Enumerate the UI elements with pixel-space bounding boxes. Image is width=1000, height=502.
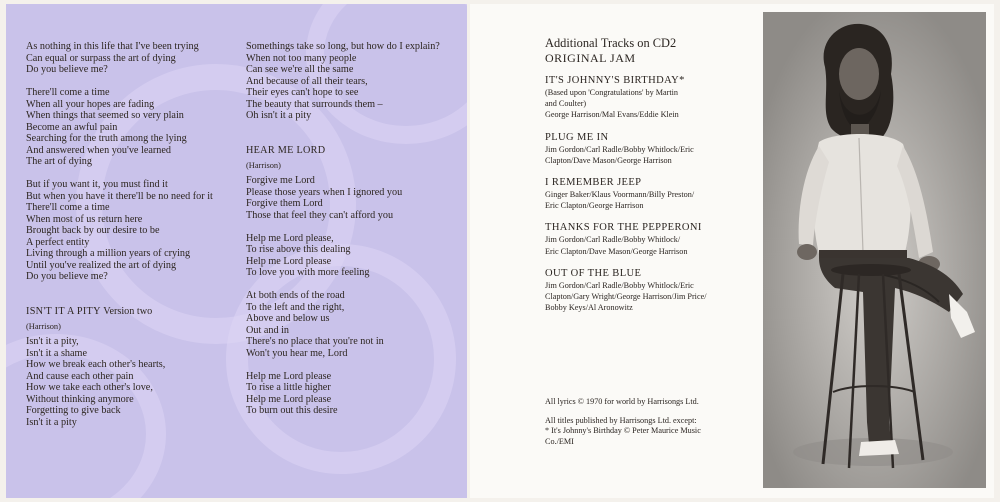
track-title: THANKS FOR THE PEPPERONI (545, 222, 702, 234)
track-personnel: George Harrison/Mal Evans/Eddie Klein (545, 110, 679, 120)
track-entry (545, 131, 755, 166)
lyric-line: Help me Lord please (246, 370, 332, 382)
lyric-line: To rise above this dealing (246, 244, 351, 255)
track-personnel: Clapton/Gary Wright/George Harrison/Jim Price/ (545, 292, 707, 302)
additional-tracks (545, 36, 755, 323)
lyric-line: How we break each other's hearts, (26, 359, 166, 370)
copyright-notes (545, 397, 745, 447)
lyric-line: Do you believe me? (26, 271, 108, 282)
lyrics-page (6, 4, 467, 498)
track-personnel: Jim Gordon/Carl Radle/Bobby Whitlock/Eric (545, 280, 694, 290)
track-title: OUT OF THE BLUE (545, 267, 642, 279)
song-credit: (Harrison) (246, 161, 281, 170)
track-title: IT'S JOHNNY'S BIRTHDAY* (545, 75, 685, 86)
song-title-text: ISN'T IT A PITY (26, 305, 101, 317)
stanza-gap (26, 168, 246, 180)
lyric-line: There'll come a time (26, 202, 110, 213)
track-personnel: Bobby Keys/Al Aronowitz (545, 303, 633, 313)
tracks-heading: Additional Tracks on CD2 (545, 36, 677, 50)
lyric-line: There's no place that you're not in (246, 336, 384, 347)
lyric-line: Without thinking anymore (26, 393, 134, 405)
lyric-line: To love you with more feeling (246, 267, 370, 278)
track-personnel: and Coulter) (545, 99, 587, 109)
isnt-it-a-pity-lyrics (26, 336, 246, 428)
lyric-line: Isn't it a pity, (26, 336, 79, 347)
lyric-line: To rise a little higher (246, 382, 331, 393)
lyric-line: Until you've realized the art of dying (26, 259, 177, 271)
track-list (545, 74, 755, 313)
lyric-line: Oh isn't it a pity (246, 110, 312, 121)
stanza-gap (246, 359, 461, 371)
lyric-line: When things that seemed so very plain (26, 110, 184, 121)
publishing-line: All titles published by Harrisongs Ltd. except: (545, 416, 697, 426)
lyrics-copyright: All lyrics © 1970 for world by Harrisongs Ltd. (545, 397, 699, 406)
lyric-line: And cause each other pain (26, 370, 134, 382)
stanza-gap (246, 221, 461, 233)
stanza-gap (26, 76, 246, 88)
lyrics-column-left (26, 41, 246, 428)
lyric-line: How we take each other's love, (26, 382, 153, 393)
publishing-line: Co./EMI (545, 436, 574, 446)
lyric-line: A perfect entity (26, 236, 90, 248)
lyrics-column-right (246, 41, 461, 417)
lyric-line: Isn't it a shame (26, 347, 87, 359)
track-entry (545, 221, 755, 256)
lyric-line: To the left and the right, (246, 301, 345, 313)
song-credit: (Harrison) (26, 322, 61, 331)
art-of-dying-lyrics (26, 41, 246, 283)
track-personnel: (Based upon 'Congratulations' by Martin (545, 88, 679, 97)
lyric-line: Become an awful pain (26, 121, 118, 133)
publishing-line: * It's Johnny's Birthday © Peter Maurice Music (545, 426, 701, 436)
lyric-line: When all your hopes are fading (26, 98, 155, 110)
lyric-line: But when you have it there'll be no need for it (26, 190, 213, 202)
lyric-line: Somethings take so long, but how do I explain? (246, 41, 440, 52)
lyric-line: Their eyes can't hope to see (246, 87, 359, 98)
lyric-line: Forgetting to give back (26, 405, 121, 416)
track-personnel: Clapton/Dave Mason/George Harrison (545, 155, 672, 165)
track-personnel: Jim Gordon/Carl Radle/Bobby Whitlock/Eric (545, 144, 694, 154)
lyric-line: Please those years when I ignored you (246, 186, 403, 198)
publishing-notes (545, 416, 745, 447)
lyric-line: Searching for the truth among the lying (26, 133, 187, 144)
track-personnel: Ginger Baker/Klaus Voormann/Billy Preston/ (545, 190, 695, 200)
track-entry (545, 176, 755, 211)
track-title: PLUG ME IN (545, 131, 609, 143)
lyric-line: Isn't it a pity (26, 416, 77, 428)
song-subtitle: Version two (103, 305, 153, 317)
lyric-line: When not too many people (246, 52, 357, 64)
track-entry (545, 74, 755, 121)
lyric-line: Can equal or surpass the art of dying (26, 52, 176, 64)
lyric-line: Help me Lord please, (246, 232, 334, 244)
lyric-line: Above and below us (246, 313, 330, 324)
song-title-hear-me-lord: HEAR ME LORD (246, 144, 326, 156)
track-personnel: Eric Clapton/Dave Mason/George Harrison (545, 246, 688, 256)
lyric-line: The beauty that surrounds them – (246, 98, 383, 110)
artist-photo (763, 12, 986, 488)
seated-man-illustration (763, 12, 986, 488)
lyric-line: But if you want it, you must find it (26, 179, 168, 190)
tracks-subheading: ORIGINAL JAM (545, 51, 636, 65)
lyric-line: Help me Lord please (246, 255, 332, 267)
track-title: I REMEMBER JEEP (545, 177, 642, 189)
lyric-line: The art of dying (26, 156, 92, 167)
lyric-line: And because of all their tears, (246, 75, 368, 87)
track-personnel: Jim Gordon/Carl Radle/Bobby Whitlock/ (545, 235, 681, 245)
song-title-isnt-it-a-pity (26, 306, 246, 318)
lyric-line: Those that feel they can't afford you (246, 209, 394, 221)
track-personnel: Eric Clapton/George Harrison (545, 201, 644, 211)
lyric-line: Forgive them Lord (246, 198, 323, 209)
lyric-line: Living through a million years of crying (26, 248, 191, 259)
lyric-line: And answered when you've learned (26, 144, 171, 156)
lyric-line: Out and in (246, 324, 290, 336)
isnt-it-a-pity-continued-lyrics (246, 41, 461, 122)
track-entry (545, 267, 755, 314)
lyric-line: Can see we're all the same (246, 64, 354, 75)
lyric-line: To burn out this desire (246, 405, 338, 416)
lyric-line: Forgive me Lord (246, 175, 315, 186)
tracks-page (470, 4, 994, 498)
lyric-line: There'll come a time (26, 87, 110, 98)
lyric-line: At both ends of the road (246, 290, 345, 301)
lyric-line: As nothing in this life that I've been trying (26, 41, 199, 52)
hear-me-lord-lyrics (246, 175, 461, 417)
lyric-line: Do you believe me? (26, 64, 108, 75)
lyric-line: When most of us return here (26, 213, 143, 225)
stanza-gap (246, 279, 461, 291)
lyric-line: Help me Lord please (246, 393, 332, 405)
lyric-line: Brought back by our desire to be (26, 225, 160, 236)
lyric-line: Won't you hear me, Lord (246, 347, 348, 359)
